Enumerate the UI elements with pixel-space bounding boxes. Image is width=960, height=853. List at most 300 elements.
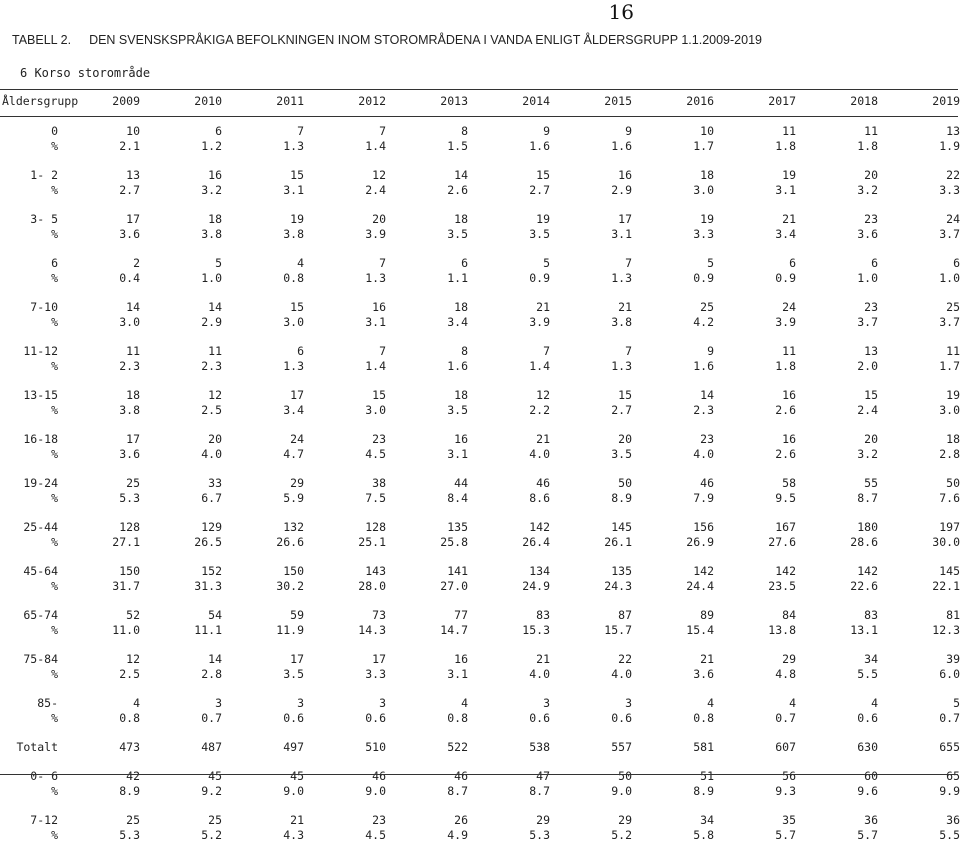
count-cell: 19 [946,388,960,402]
percent-row [0,403,960,418]
percent-cell: 5.3 [119,491,140,505]
count-cell: 6 [789,256,796,270]
year-header: 2012 [358,94,386,108]
percent-label: % [51,447,58,461]
count-cell: 13 [864,344,878,358]
count-cell: 33 [208,476,222,490]
count-cell: 11 [782,344,796,358]
count-cell: 39 [946,652,960,666]
year-header: 2014 [522,94,550,108]
count-cell: 9 [625,124,632,138]
percent-cell: 26.5 [194,535,222,549]
count-cell: 56 [782,769,796,783]
count-cell: 25 [126,476,140,490]
count-cell: 20 [618,432,632,446]
percent-cell: 1.3 [283,359,304,373]
count-cell: 65 [946,769,960,783]
percent-cell: 31.3 [194,579,222,593]
count-cell: 14 [208,300,222,314]
count-cell: 19 [700,212,714,226]
count-cell: 87 [618,608,632,622]
percent-cell: 15.3 [522,623,550,637]
count-cell: 50 [618,476,632,490]
count-row [0,476,960,491]
count-cell: 23 [700,432,714,446]
count-cell: 14 [126,300,140,314]
percent-row [0,784,960,799]
total-cell: 630 [857,740,878,754]
count-cell: 38 [372,476,386,490]
count-row [0,344,960,359]
count-cell: 26 [454,813,468,827]
percent-cell: 4.9 [447,828,468,842]
percent-cell: 3.7 [939,227,960,241]
percent-cell: 4.0 [611,667,632,681]
percent-cell: 24.3 [604,579,632,593]
spacer-cell [0,638,960,652]
percent-cell: 1.3 [611,359,632,373]
percent-cell: 5.9 [283,491,304,505]
percent-cell: 4.5 [365,828,386,842]
percent-row [0,623,960,638]
count-cell: 46 [454,769,468,783]
count-cell: 142 [693,564,714,578]
count-cell: 150 [283,564,304,578]
percent-cell: 15.7 [604,623,632,637]
row-spacer [0,286,960,300]
percent-cell: 2.6 [447,183,468,197]
count-cell: 83 [864,608,878,622]
percent-label: % [51,183,58,197]
percent-cell: 12.3 [932,623,960,637]
count-cell: 14 [454,168,468,182]
percent-cell: 1.6 [693,359,714,373]
count-cell: 34 [700,813,714,827]
percent-cell: 31.7 [112,579,140,593]
count-row [0,520,960,535]
count-row [0,769,960,784]
count-cell: 156 [693,520,714,534]
count-cell: 180 [857,520,878,534]
row-spacer [0,550,960,564]
percent-cell: 28.0 [358,579,386,593]
percent-cell: 2.3 [119,359,140,373]
count-cell: 6 [215,124,222,138]
percent-row [0,579,960,594]
percent-cell: 8.9 [611,491,632,505]
count-cell: 9 [707,344,714,358]
count-cell: 46 [700,476,714,490]
count-row [0,652,960,667]
percent-cell: 27.1 [112,535,140,549]
count-cell: 11 [126,344,140,358]
percent-cell: 1.6 [529,139,550,153]
count-cell: 46 [372,769,386,783]
count-cell: 36 [946,813,960,827]
count-cell: 16 [454,432,468,446]
count-cell: 14 [208,652,222,666]
count-cell: 19 [290,212,304,226]
percent-row [0,447,960,462]
percent-cell: 3.1 [283,183,304,197]
year-header: 2009 [112,94,140,108]
count-cell: 145 [939,564,960,578]
percent-cell: 8.9 [119,784,140,798]
count-cell: 19 [536,212,550,226]
percent-cell: 2.7 [611,403,632,417]
percent-cell: 27.6 [768,535,796,549]
total-cell: 557 [611,740,632,754]
percent-cell: 3.7 [857,315,878,329]
count-cell: 8 [461,124,468,138]
total-cell: 607 [775,740,796,754]
count-cell: 17 [126,212,140,226]
percent-cell: 3.0 [365,403,386,417]
count-cell: 7 [625,256,632,270]
total-label: Totalt [16,740,58,754]
age-group-label: 85- [37,696,58,710]
percent-cell: 0.4 [119,271,140,285]
count-cell: 18 [208,212,222,226]
count-cell: 25 [700,300,714,314]
count-cell: 6 [871,256,878,270]
percent-cell: 1.7 [939,359,960,373]
percent-cell: 4.2 [693,315,714,329]
count-row [0,168,960,183]
percent-cell: 4.0 [529,667,550,681]
count-cell: 3 [543,696,550,710]
count-cell: 7 [297,124,304,138]
count-cell: 83 [536,608,550,622]
percent-cell: 28.6 [850,535,878,549]
count-row [0,608,960,623]
count-cell: 128 [119,520,140,534]
percent-cell: 1.0 [201,271,222,285]
age-group-label: 19-24 [23,476,58,490]
count-cell: 4 [707,696,714,710]
row-spacer [0,755,960,769]
percent-cell: 1.8 [857,139,878,153]
count-cell: 16 [618,168,632,182]
percent-label: % [51,535,58,549]
count-cell: 54 [208,608,222,622]
percent-row [0,711,960,726]
percent-cell: 0.8 [119,711,140,725]
percent-cell: 3.2 [201,183,222,197]
percent-cell: 2.7 [119,183,140,197]
percent-cell: 3.0 [693,183,714,197]
percent-cell: 0.6 [857,711,878,725]
percent-cell: 9.2 [201,784,222,798]
count-cell: 89 [700,608,714,622]
percent-cell: 13.8 [768,623,796,637]
percent-cell: 0.8 [693,711,714,725]
count-cell: 4 [871,696,878,710]
count-cell: 18 [946,432,960,446]
percent-cell: 23.5 [768,579,796,593]
percent-cell: 0.7 [939,711,960,725]
count-cell: 81 [946,608,960,622]
count-cell: 29 [536,813,550,827]
percent-cell: 4.3 [283,828,304,842]
percent-cell: 3.8 [283,227,304,241]
count-cell: 16 [782,432,796,446]
percent-cell: 9.5 [775,491,796,505]
table-title [12,33,780,47]
age-group-label: 3- 5 [30,212,58,226]
percent-cell: 4.0 [529,447,550,461]
percent-cell: 8.4 [447,491,468,505]
percent-label: % [51,227,58,241]
percent-cell: 4.8 [775,667,796,681]
count-cell: 59 [290,608,304,622]
header-row-table [0,94,960,109]
count-cell: 134 [529,564,550,578]
spacer-cell [0,462,960,476]
count-cell: 60 [864,769,878,783]
count-cell: 4 [461,696,468,710]
percent-cell: 3.1 [447,667,468,681]
percent-cell: 30.0 [932,535,960,549]
percent-cell: 3.2 [857,447,878,461]
spacer-cell [0,506,960,520]
percent-cell: 2.2 [529,403,550,417]
percent-row [0,359,960,374]
percent-cell: 8.7 [447,784,468,798]
percent-cell: 8.7 [857,491,878,505]
row-spacer [0,726,960,740]
count-cell: 14 [700,388,714,402]
count-cell: 17 [290,388,304,402]
percent-cell: 30.2 [276,579,304,593]
percent-label: % [51,315,58,329]
year-header: 2019 [932,94,960,108]
spacer-cell [0,682,960,696]
percent-cell: 2.3 [693,403,714,417]
percent-cell: 3.1 [775,183,796,197]
count-cell: 23 [372,813,386,827]
spacer-cell [0,374,960,388]
count-cell: 24 [946,212,960,226]
percent-label: % [51,667,58,681]
percent-cell: 3.6 [119,227,140,241]
percent-row [0,183,960,198]
count-cell: 3 [297,696,304,710]
count-cell: 13 [946,124,960,138]
percent-cell: 9.0 [365,784,386,798]
percent-cell: 7.6 [939,491,960,505]
count-cell: 11 [208,344,222,358]
total-rule [0,774,958,775]
year-header: 2017 [768,94,796,108]
count-cell: 77 [454,608,468,622]
percent-cell: 5.7 [775,828,796,842]
percent-cell: 0.9 [693,271,714,285]
percent-cell: 3.6 [119,447,140,461]
percent-label: % [51,403,58,417]
percent-cell: 25.1 [358,535,386,549]
count-cell: 6 [953,256,960,270]
year-header: 2015 [604,94,632,108]
count-row [0,300,960,315]
percent-label: % [51,711,58,725]
year-header: 2010 [194,94,222,108]
percent-cell: 9.0 [611,784,632,798]
count-row [0,564,960,579]
percent-cell: 1.2 [201,139,222,153]
total-cell: 581 [693,740,714,754]
percent-row [0,139,960,154]
percent-cell: 9.6 [857,784,878,798]
count-cell: 34 [864,652,878,666]
percent-label: % [51,784,58,798]
count-cell: 23 [372,432,386,446]
percent-cell: 1.3 [611,271,632,285]
age-group-table [0,124,960,843]
count-cell: 45 [290,769,304,783]
row-spacer [0,594,960,608]
row-spacer [0,154,960,168]
total-cell: 522 [447,740,468,754]
spacer-cell [0,726,960,740]
count-cell: 167 [775,520,796,534]
percent-cell: 6.7 [201,491,222,505]
count-cell: 25 [208,813,222,827]
percent-label: % [51,359,58,373]
count-cell: 5 [707,256,714,270]
percent-cell: 26.9 [686,535,714,549]
percent-cell: 9.0 [283,784,304,798]
age-group-label: 0 [51,124,58,138]
count-cell: 15 [618,388,632,402]
count-cell: 142 [529,520,550,534]
percent-cell: 3.6 [693,667,714,681]
percent-cell: 2.6 [775,447,796,461]
count-cell: 50 [946,476,960,490]
percent-cell: 26.6 [276,535,304,549]
count-cell: 44 [454,476,468,490]
percent-cell: 3.7 [939,315,960,329]
count-cell: 18 [454,388,468,402]
percent-cell: 0.6 [529,711,550,725]
percent-cell: 8.7 [529,784,550,798]
area-subtitle: 6 Korso storområde [20,66,151,80]
count-cell: 23 [864,300,878,314]
row-spacer [0,330,960,344]
count-cell: 18 [126,388,140,402]
count-cell: 21 [618,300,632,314]
count-cell: 21 [782,212,796,226]
count-cell: 11 [782,124,796,138]
row-spacer [0,374,960,388]
percent-cell: 1.7 [693,139,714,153]
count-cell: 18 [700,168,714,182]
percent-cell: 11.0 [112,623,140,637]
count-cell: 5 [543,256,550,270]
count-cell: 4 [133,696,140,710]
percent-cell: 15.4 [686,623,714,637]
count-cell: 50 [618,769,632,783]
count-cell: 22 [946,168,960,182]
percent-cell: 0.9 [775,271,796,285]
row-spacer [0,682,960,696]
count-cell: 29 [782,652,796,666]
percent-cell: 8.9 [693,784,714,798]
count-cell: 7 [379,256,386,270]
count-cell: 22 [618,652,632,666]
count-cell: 29 [618,813,632,827]
year-header: 2016 [686,94,714,108]
total-cell: 487 [201,740,222,754]
percent-cell: 11.9 [276,623,304,637]
total-cell: 655 [939,740,960,754]
percent-cell: 3.0 [939,403,960,417]
age-group-label: 25-44 [23,520,58,534]
row-spacer [0,198,960,212]
count-cell: 3 [215,696,222,710]
percent-cell: 3.9 [365,227,386,241]
count-cell: 21 [700,652,714,666]
percent-cell: 3.5 [283,667,304,681]
age-group-label: 6 [51,256,58,270]
percent-cell: 7.5 [365,491,386,505]
percent-cell: 3.4 [283,403,304,417]
row-spacer [0,418,960,432]
count-cell: 6 [297,344,304,358]
count-cell: 11 [864,124,878,138]
total-cell: 497 [283,740,304,754]
year-header: 2011 [276,94,304,108]
percent-cell: 4.0 [201,447,222,461]
percent-cell: 3.9 [775,315,796,329]
percent-cell: 3.5 [611,447,632,461]
count-cell: 21 [536,432,550,446]
count-cell: 15 [536,168,550,182]
count-row [0,124,960,139]
percent-cell: 1.6 [447,359,468,373]
count-cell: 21 [536,652,550,666]
total-cell: 473 [119,740,140,754]
percent-cell: 0.8 [447,711,468,725]
count-cell: 10 [700,124,714,138]
percent-cell: 11.1 [194,623,222,637]
percent-row [0,535,960,550]
count-cell: 197 [939,520,960,534]
percent-cell: 1.3 [365,271,386,285]
count-cell: 45 [208,769,222,783]
count-cell: 16 [782,388,796,402]
percent-cell: 3.8 [611,315,632,329]
spacer-cell [0,242,960,256]
percent-label: % [51,623,58,637]
count-cell: 25 [946,300,960,314]
percent-row [0,227,960,242]
percent-cell: 1.5 [447,139,468,153]
count-cell: 12 [372,168,386,182]
percent-row [0,271,960,286]
count-cell: 20 [372,212,386,226]
count-cell: 16 [372,300,386,314]
percent-cell: 2.5 [201,403,222,417]
count-cell: 42 [126,769,140,783]
percent-cell: 2.4 [365,183,386,197]
percent-cell: 0.6 [611,711,632,725]
count-cell: 135 [447,520,468,534]
page-number: 16 [608,0,634,24]
percent-cell: 1.4 [365,359,386,373]
percent-cell: 13.1 [850,623,878,637]
row-spacer [0,638,960,652]
